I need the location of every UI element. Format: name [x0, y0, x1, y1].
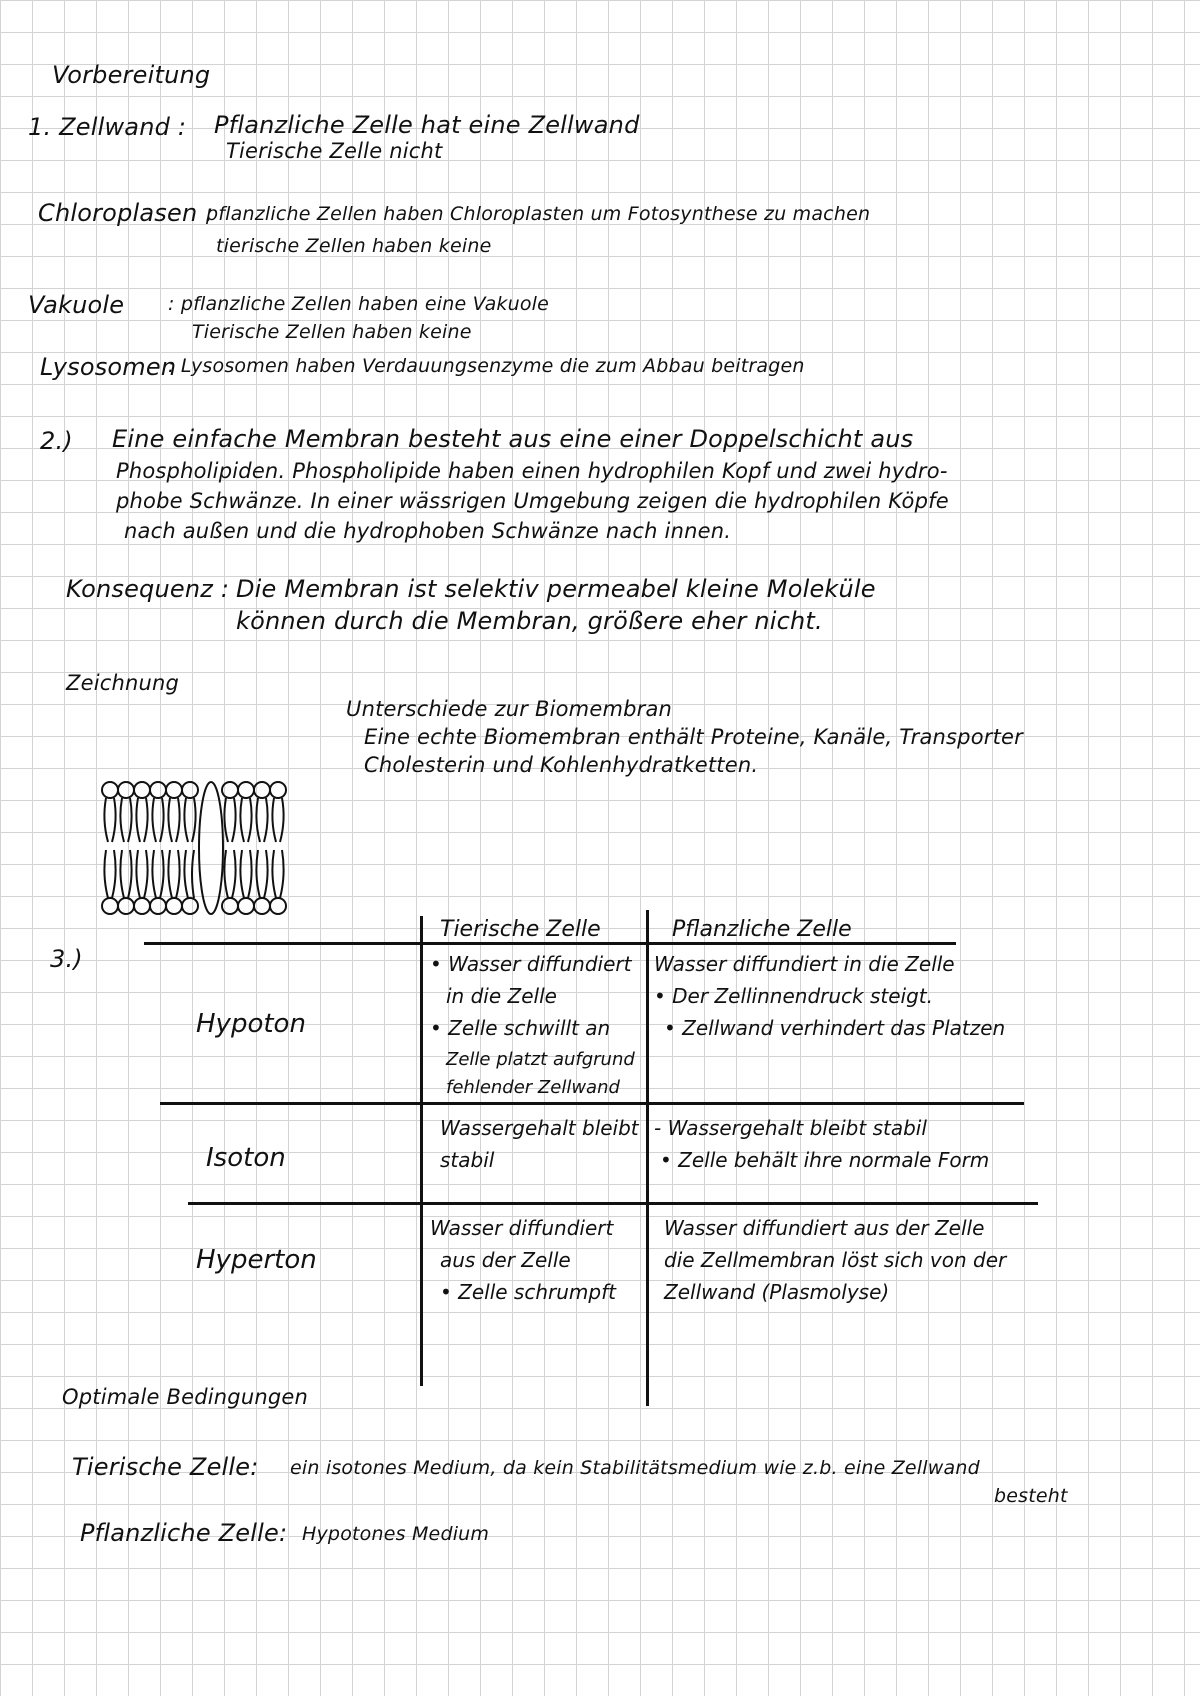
konsequenz-label: Konsequenz :	[66, 575, 230, 603]
chloro-label: Chloroplasen :	[38, 199, 214, 227]
upper-lipid-layer	[102, 782, 286, 842]
diff-title: Unterschiede zur Biomembran	[346, 697, 673, 721]
hyperton-plant-3: Zellwand (Plasmolyse)	[664, 1280, 890, 1304]
hypoton-plant-2: • Der Zellinnendruck steigt.	[654, 984, 933, 1008]
q2-line2: Phospholipiden. Phospholipide haben einen hydrophilen Kopf und zwei hydro-	[116, 459, 948, 483]
q3-label: 3.)	[50, 945, 83, 973]
hypoton-animal-2: in die Zelle	[446, 984, 557, 1008]
q1-line2: Tierische Zelle nicht	[226, 139, 443, 163]
q2-line1: Eine einfache Membran besteht aus eine einer Doppelschicht aus	[112, 425, 914, 453]
chloro-line2: tierische Zellen haben keine	[216, 235, 492, 257]
isoton-plant-2: • Zelle behält ihre normale Form	[660, 1148, 990, 1172]
optimal-animal-text-2: besteht	[994, 1485, 1068, 1507]
hyperton-animal-3: • Zelle schrumpft	[440, 1280, 616, 1304]
column-header-plant: Pflanzliche Zelle	[672, 917, 852, 942]
row-label-hypoton: Hypoton	[196, 1009, 306, 1039]
isoton-plant-1: - Wassergehalt bleibt stabil	[654, 1116, 927, 1140]
membrane-drawing	[90, 780, 310, 930]
optimal-animal-label: Tierische Zelle:	[72, 1453, 259, 1481]
column-header-plant-underline	[672, 944, 890, 945]
optimal-animal-text: ein isotones Medium, da kein Stabilitätsmedium wie z.b. eine Zellwand	[290, 1457, 980, 1479]
protein-channel	[199, 782, 223, 914]
hypoton-animal-4: Zelle platzt aufgrund	[446, 1049, 635, 1070]
hypoton-animal-3: • Zelle schwillt an	[430, 1016, 611, 1040]
page-heading: Vorbereitung	[52, 61, 211, 89]
chloro-line1: pflanzliche Zellen haben Chloroplasten um Fotosynthese zu machen	[206, 203, 871, 225]
vakuole-label: Vakuole	[28, 291, 125, 319]
isoton-animal-1: Wassergehalt bleibt	[440, 1116, 639, 1140]
q2-line3: phobe Schwänze. In einer wässrigen Umgebung zeigen die hydrophilen Köpfe	[116, 489, 949, 513]
optimal-plant-text: Hypotones Medium	[302, 1523, 490, 1545]
row-label-isoton: Isoton	[206, 1143, 286, 1173]
isoton-animal-2: stabil	[440, 1148, 495, 1172]
lower-lipid-layer	[102, 850, 286, 914]
hyperton-plant-1: Wasser diffundiert aus der Zelle	[664, 1216, 985, 1240]
optimal-title: Optimale Bedingungen	[62, 1385, 308, 1409]
diff-line2: Cholesterin und Kohlenhydratketten.	[364, 753, 759, 777]
lysosomen-line1: : Lysosomen haben Verdauungsenzyme die zum Abbau beitragen	[168, 355, 805, 377]
hypoton-plant-3: • Zellwand verhindert das Platzen	[664, 1016, 1006, 1040]
hyperton-plant-2: die Zellmembran löst sich von der	[664, 1248, 1007, 1272]
hypoton-animal-5: fehlender Zellwand	[446, 1077, 620, 1098]
table-row-rule-2	[188, 1202, 1038, 1205]
konsequenz-line2: können durch die Membran, größere eher nicht.	[236, 607, 823, 635]
q2-label: 2.)	[40, 427, 73, 455]
vakuole-line2: Tierische Zellen haben keine	[192, 321, 472, 343]
table-divider-1	[420, 916, 423, 1386]
drawing-label: Zeichnung	[66, 671, 180, 695]
table-divider-2	[646, 910, 649, 1406]
hyperton-animal-1: Wasser diffundiert	[430, 1216, 614, 1240]
vakuole-line1: : pflanzliche Zellen haben eine Vakuole	[168, 293, 550, 315]
row-label-hyperton: Hyperton	[196, 1245, 317, 1275]
q1-line1: Pflanzliche Zelle hat eine Zellwand	[214, 111, 640, 139]
q2-line4: nach außen und die hydrophoben Schwänze nach innen.	[124, 519, 732, 543]
q1-label: 1. Zellwand :	[28, 113, 187, 141]
hypoton-animal-1: • Wasser diffundiert	[430, 952, 632, 976]
lysosomen-label: Lysosomen	[40, 353, 177, 381]
optimal-plant-label: Pflanzliche Zelle:	[80, 1519, 288, 1547]
column-header-animal: Tierische Zelle	[440, 917, 601, 942]
konsequenz-line1: Die Membran ist selektiv permeabel kleine Moleküle	[236, 575, 876, 603]
hypoton-plant-1: Wasser diffundiert in die Zelle	[654, 952, 955, 976]
hyperton-animal-2: aus der Zelle	[440, 1248, 571, 1272]
diff-line1: Eine echte Biomembran enthält Proteine, Kanäle, Transporter	[364, 725, 1023, 749]
